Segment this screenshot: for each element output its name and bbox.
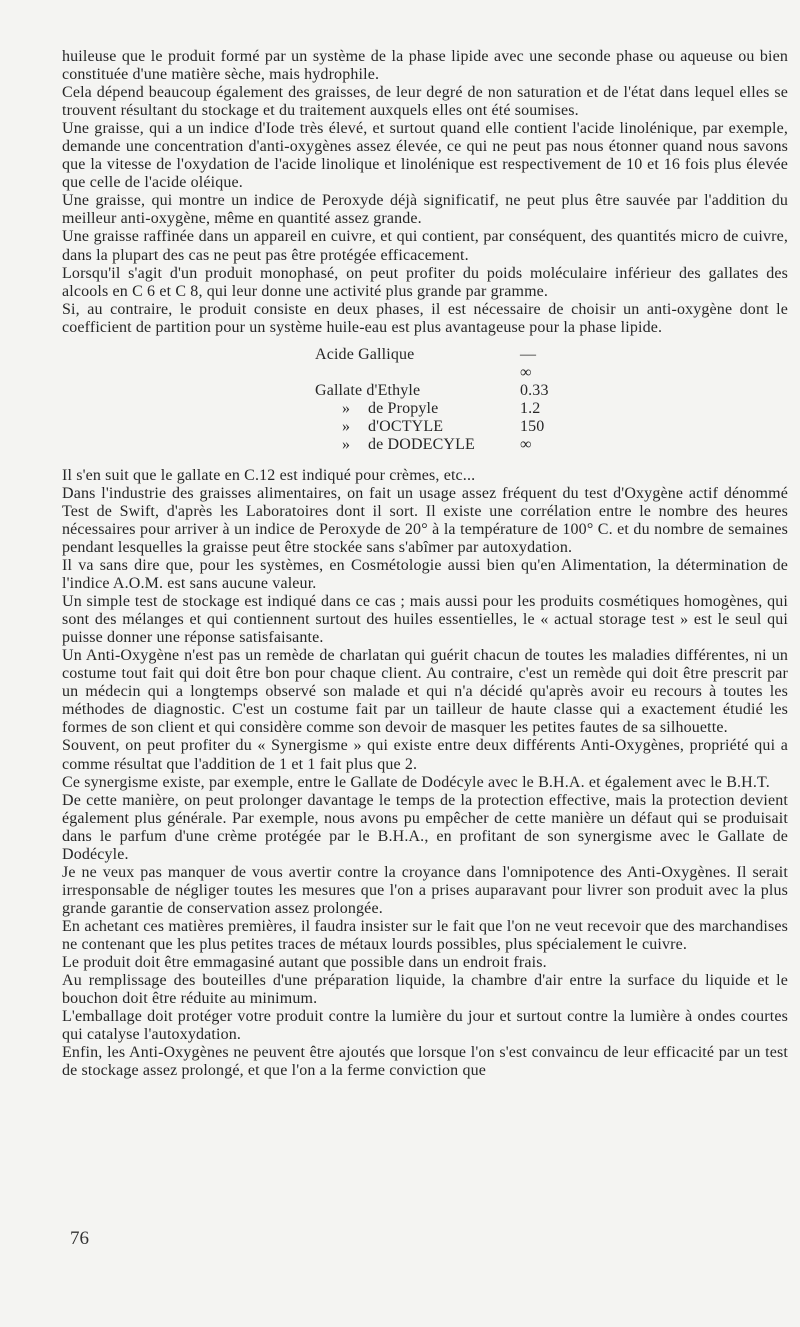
paragraph: De cette manière, on peut prolonger davantage le temps de la protection effective, mais la protection devient également plus générale. Par exemple, nous avons pu empêcher de cette manière un défaut qui se produisait dans le parfum d'une crème protégée par le B.H.A., en profitant de son synergisme avec le Gallate de Dodécyle. <box>62 791 788 863</box>
paragraph: Cela dépend beaucoup également des graisses, de leur degré de non saturation et de l'état dans lequel elles se trouvent résultant du stockage et du traitement auxquels elles ont été soumises. <box>62 84 788 120</box>
paragraph: L'emballage doit protéger votre produit contre la lumière du jour et surtout contre la lumière à ondes courtes qui catalyse l'autoxydation. <box>62 1008 788 1044</box>
table-row-value: 0.33 <box>520 381 549 399</box>
table-row-value: 150 <box>520 417 545 435</box>
paragraph: Une graisse, qui a un indice d'Iode très élevé, et surtout quand elle contient l'acide linolénique, par exemple, demande une concentration d'anti-oxygènes assez élevée, ce qui ne peut pas nous étonner quand nous savons que la vitesse de l'oxydation de l'acide linolique et linolénique est respectivement de 10 et 16 fois plus élevée que celle de l'acide oléique. <box>62 120 788 192</box>
page-number: 76 <box>70 1228 89 1249</box>
paragraph: Une graisse, qui montre un indice de Peroxyde déjà significatif, ne peut plus être sauvée par l'addition du meilleur anti-oxygène, même en quantité assez grande. <box>62 192 788 228</box>
table-row-label: Acide Gallique <box>315 345 415 363</box>
table-row-label: de DODECYLE <box>368 435 475 453</box>
page-body <box>62 48 788 1080</box>
paragraph: Il s'en suit que le gallate en C.12 est indiqué pour crèmes, etc... <box>62 466 476 484</box>
gallate-partition-table <box>62 346 788 458</box>
table-row-value: 1.2 <box>520 399 541 417</box>
table-row-label: de Propyle <box>368 399 439 417</box>
paragraph: Lorsqu'il s'agit d'un produit monophasé, on peut profiter du poids moléculaire inférieur des gallates des alcools en C 6 et C 8, qui leur donne une activité plus grande par gramme. <box>62 264 788 300</box>
paragraph: Dans l'industrie des graisses alimentaires, on fait un usage assez fréquent du test d'Oxygène actif dénommé Test de Swift, d'après les Laboratoires dont il sort. Il existe une corrélation entre le nombre des heures nécessaires pour arriver à un indice de Peroxyde de 20° à la température de 100° C. et du nombre de semaines pendant lesquelles la graisse peut être stockée sans s'abîmer par autoxydation. <box>62 484 788 556</box>
table-row-label: d'OCTYLE <box>368 417 444 435</box>
paragraph: En achetant ces matières premières, il faudra insister sur le fait que l'on ne veut recevoir que des marchandises ne contenant que les plus petites traces de métaux lourds possibles, plus spécialement le cuivre. <box>62 917 788 953</box>
paragraph: Souvent, on peut profiter du « Synergisme » qui existe entre deux différents Anti-Oxygènes, propriété qui a comme résultat que l'addition de 1 et 1 fait plus que 2. <box>62 737 788 773</box>
paragraph: Si, au contraire, le produit consiste en deux phases, il est nécessaire de choisir un anti-oxygène dont le coefficient de partition pour un système huile-eau est plus avantageuse pour la phase lipide. <box>62 300 788 336</box>
table-row-ditto: » <box>342 435 351 453</box>
table-row-label: Gallate d'Ethyle <box>315 381 421 399</box>
paragraph: Ce synergisme existe, par exemple, entre le Gallate de Dodécyle avec le B.H.A. et également avec le B.H.T. <box>62 773 770 791</box>
paragraph: Au remplissage des bouteilles d'une préparation liquide, la chambre d'air entre la surface du liquide et le bouchon doit être réduite au minimum. <box>62 972 788 1008</box>
paragraph: Une graisse raffinée dans un appareil en cuivre, et qui contient, par conséquent, des quantités micro de cuivre, dans la plupart des cas ne peut pas être protégée efficacement. <box>62 228 788 264</box>
paragraph: Enfin, les Anti-Oxygènes ne peuvent être ajoutés que lorsque l'on s'est convaincu de leur efficacité par un test de stockage assez prolongé, et que l'on a la ferme conviction que <box>62 1044 788 1080</box>
paragraph: Il va sans dire que, pour les systèmes, en Cosmétologie aussi bien qu'en Alimentation, la détermination de l'indice A.O.M. est sans aucune valeur. <box>62 556 788 593</box>
table-row-ditto: » <box>342 417 351 435</box>
paragraph: Un Anti-Oxygène n'est pas un remède de charlatan qui guérit chacun de toutes les maladies différentes, ni un costume tout fait qui doit être bon pour chaque client. Au contraire, c'est un remède qui doit être prescrit par un médecin qui a longtemps observé son malade et qui n'a décidé qu'après avoir eu recours à toutes les méthodes de diagnostic. C'est un costume fait par un tailleur de haute classe qui a exactement étudié les formes de son client et qui considère comme son devoir de masquer les petites fautes de sa silhouette. <box>62 647 788 737</box>
paragraph: Un simple test de stockage est indiqué dans ce cas ; mais aussi pour les produits cosmétiques homogènes, qui sont des mélanges et qui contiennent surtout des huiles essentielles, le « actual storage test » est le seul qui puisse donner une réponse satisfaisante. <box>62 593 788 647</box>
paragraph: Le produit doit être emmagasiné autant que possible dans un endroit frais. <box>62 954 547 972</box>
paragraph: huileuse que le produit formé par un système de la phase lipide avec une seconde phase ou aqueuse ou bien constituée d'une matière sèche, mais hydrophile. <box>62 48 788 84</box>
table-row-value: — <box>520 345 537 363</box>
table-row-value: ∞ <box>520 435 532 453</box>
paragraph: Je ne veux pas manquer de vous avertir contre la croyance dans l'omnipotence des Anti-Oxygènes. Il serait irresponsable de négliger toutes les mesures que l'on a prises auparavant pour livrer son produit avec la plus grande garantie de conservation assez prolongée. <box>62 863 788 917</box>
table-row-ditto: » <box>342 399 351 417</box>
table-row-value: ∞ <box>520 363 532 381</box>
